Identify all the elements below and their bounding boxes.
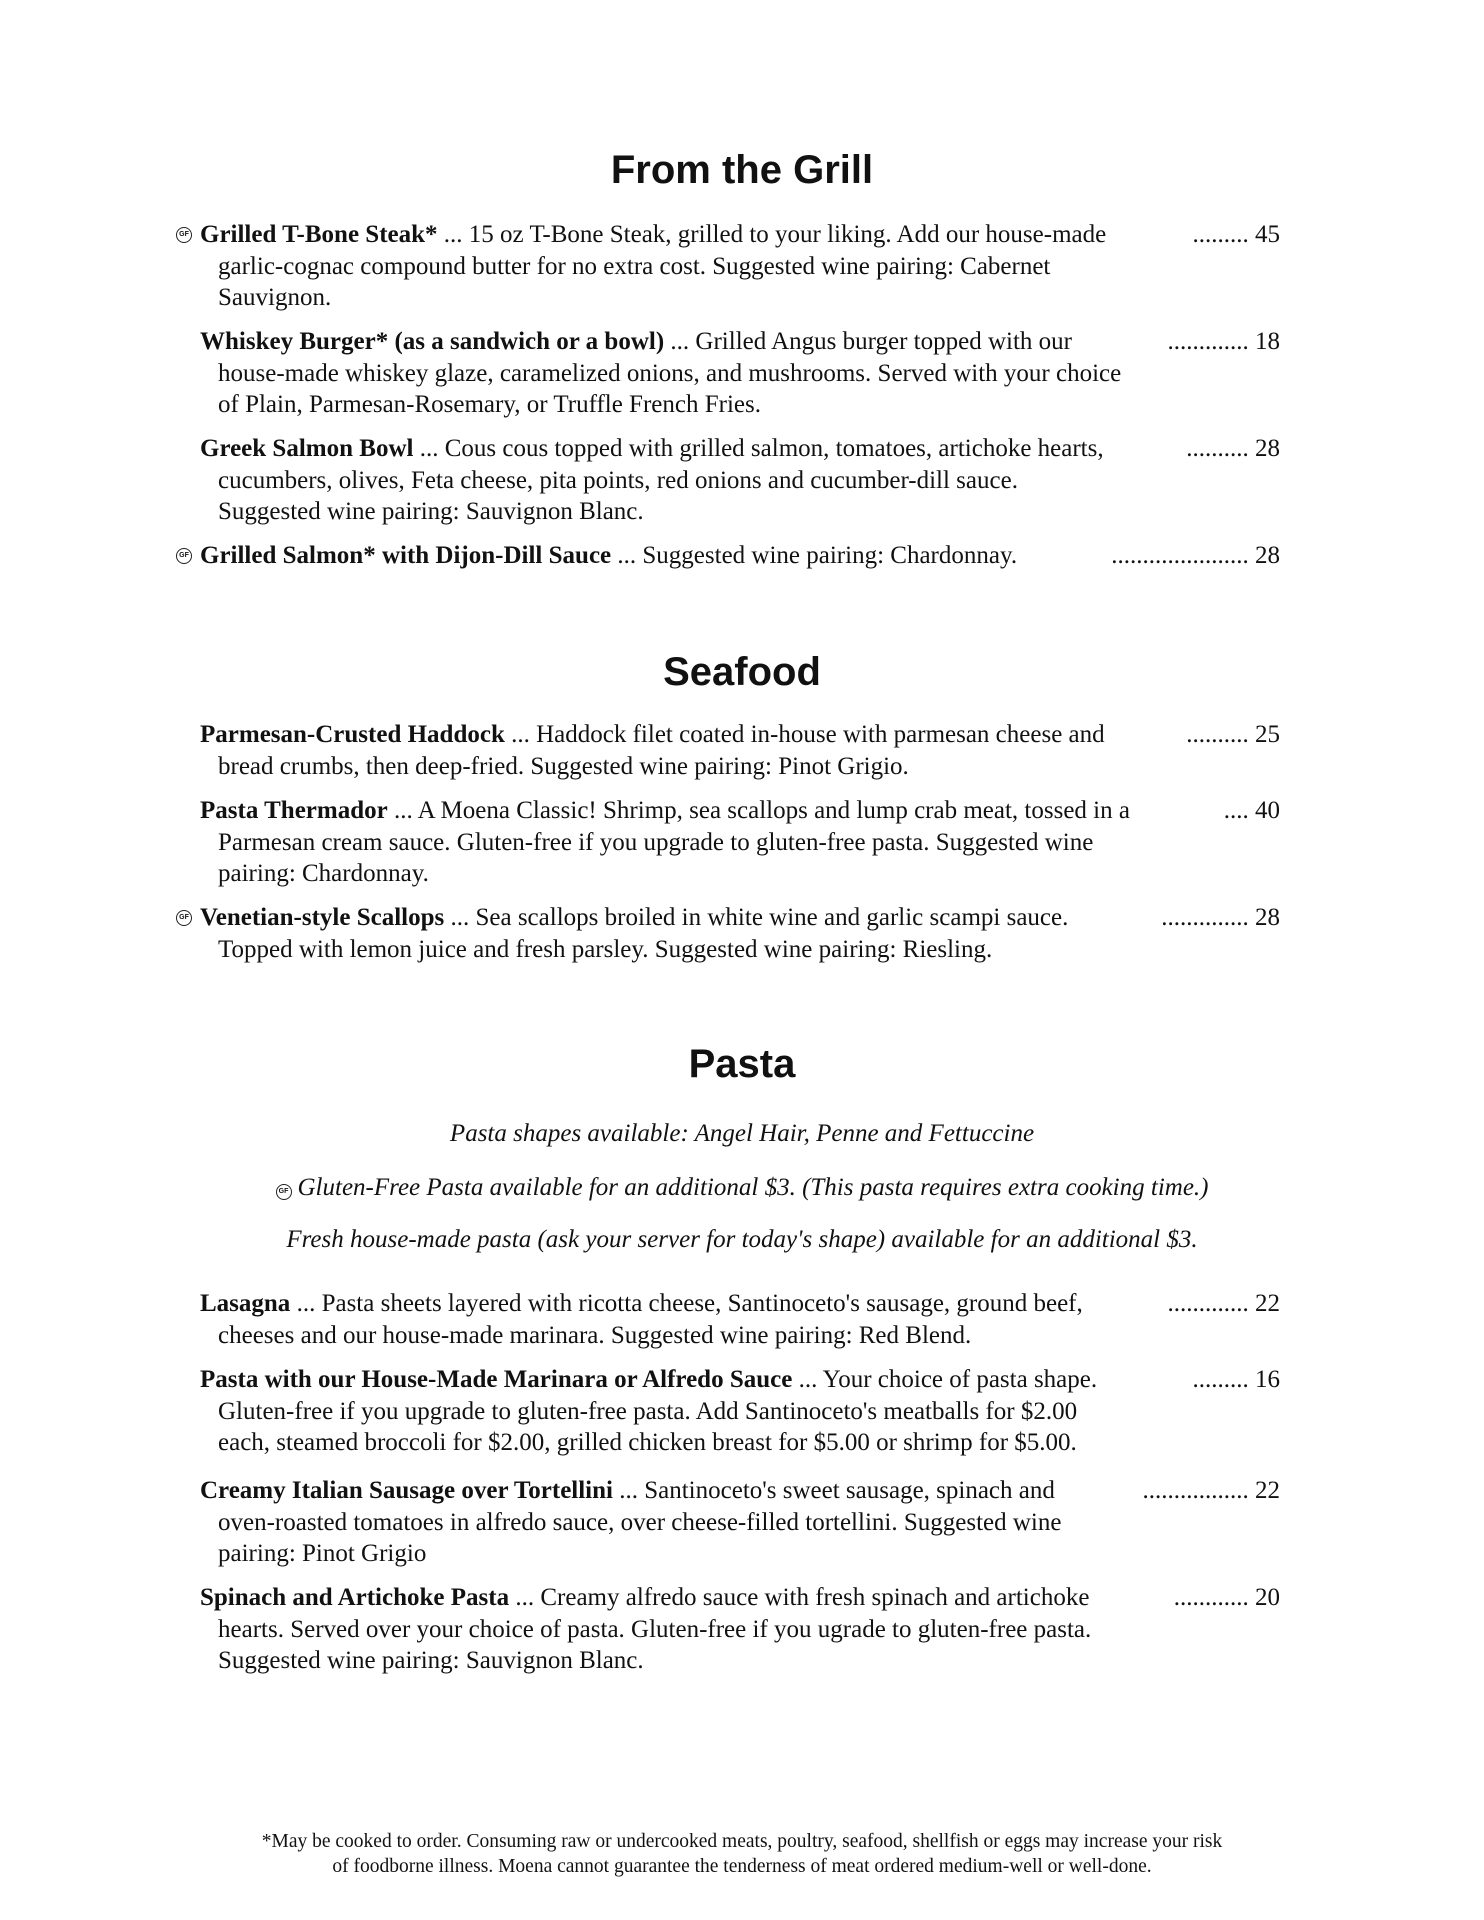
item-description-line: Suggested wine pairing: Sauvignon Blanc.	[218, 498, 644, 525]
item-price: 18	[1255, 328, 1280, 355]
item-description-line: Parmesan cream sauce. Gluten-free if you upgrade to gluten-free pasta. Suggested wine	[218, 828, 1094, 856]
item-name: Pasta with our House-Made Marinara or Alfredo Sauce	[200, 1366, 793, 1393]
item-description-line: garlic-cognac compound butter for no extra cost. Suggested wine pairing: Cabernet	[218, 252, 1051, 280]
item-name: Venetian-style Scallops	[200, 904, 445, 931]
item-description: ... Santinoceto's sweet sausage, spinach and	[612, 1477, 1055, 1504]
gluten-free-icon: GF	[176, 227, 192, 243]
item-description-line: oven-roasted tomatoes in alfredo sauce, over cheese-filled tortellini. Suggested wine	[218, 1508, 1062, 1536]
item-leader-dots: ..............	[1161, 904, 1249, 931]
item-leader-dots: ....	[1223, 797, 1249, 824]
item-leader-dots: ......................	[1111, 542, 1249, 569]
item-price: 40	[1255, 797, 1280, 824]
gluten-free-icon: GF	[176, 548, 192, 564]
item-leader-dots: .........	[1192, 221, 1249, 248]
menu-item-whiskey-burger	[200, 326, 1280, 421]
item-description-line: each, steamed broccoli for $2.00, grilled chicken breast for $5.00 or shrimp for $5.00.	[218, 1429, 1077, 1456]
item-description: ... 15 oz T-Bone Steak, grilled to your liking. Add our house-made	[437, 221, 1107, 248]
item-leader-dots: ............	[1173, 1584, 1249, 1611]
item-description: ... Creamy alfredo sauce with fresh spinach and artichoke	[509, 1584, 1090, 1611]
item-description: ... Sea scallops broiled in white wine and garlic scampi sauce.	[444, 904, 1069, 931]
disclaimer-line-1: *May be cooked to order. Consuming raw or undercooked meats, poultry, seafood, shellfish or eggs may increase your risk	[261, 1831, 1223, 1852]
item-price: 28	[1255, 435, 1280, 462]
menu-item-t-bone-steak	[179, 219, 1280, 314]
menu-item-pasta-thermador	[200, 795, 1280, 890]
menu-item-lasagna	[200, 1288, 1280, 1351]
item-name: Greek Salmon Bowl	[200, 435, 414, 462]
item-leader-dots: .................	[1142, 1477, 1249, 1504]
item-name: Lasagna	[200, 1290, 291, 1317]
item-price: 45	[1255, 221, 1280, 248]
item-leader-dots: .............	[1167, 328, 1249, 355]
item-name: Spinach and Artichoke Pasta	[200, 1584, 510, 1611]
section-title-grill: From the Grill	[610, 148, 874, 192]
gluten-free-icon: GF	[176, 910, 192, 926]
item-description-line: hearts. Served over your choice of pasta. Gluten-free if you ugrade to gluten-free pasta.	[218, 1615, 1092, 1643]
item-description-line: bread crumbs, then deep-fried. Suggested wine pairing: Pinot Grigio.	[218, 752, 909, 780]
menu-item-grilled-salmon	[179, 540, 1280, 572]
item-description-line: of Plain, Parmesan-Rosemary, or Truffle French Fries.	[218, 391, 761, 418]
item-name: Parmesan-Crusted Haddock	[200, 721, 505, 748]
item-name: Grilled Salmon* with Dijon-Dill Sauce	[200, 542, 612, 569]
item-leader-dots: ..........	[1186, 435, 1249, 462]
gluten-free-note-text: Gluten-Free Pasta available for an additional $3. (This pasta requires extra cooking time.)	[297, 1174, 1209, 1201]
item-description: ... A Moena Classic! Shrimp, sea scallops and lump crab meat, tossed in a	[387, 797, 1130, 824]
item-description-line: Gluten-free if you upgrade to gluten-free pasta. Add Santinoceto's meatballs for $2.00	[218, 1397, 1078, 1425]
item-description-line: house-made whiskey glaze, caramelized onions, and mushrooms. Served with your choice	[218, 359, 1122, 387]
fresh-pasta-note: Fresh house-made pasta (ask your server for today's shape) available for an additional $3.	[286, 1226, 1198, 1253]
item-name: Creamy Italian Sausage over Tortellini	[200, 1477, 613, 1504]
item-price: 20	[1255, 1584, 1280, 1611]
item-leader-dots: .............	[1167, 1290, 1249, 1317]
menu-item-spinach-artichoke	[200, 1582, 1280, 1677]
item-price: 16	[1255, 1366, 1280, 1393]
item-leader-dots: ..........	[1186, 721, 1249, 748]
item-description: ... Cous cous topped with grilled salmon, tomatoes, artichoke hearts,	[413, 435, 1104, 462]
item-leader-dots: .........	[1192, 1366, 1249, 1393]
menu-item-parmesan-haddock	[200, 719, 1280, 782]
disclaimer-line-2: of foodborne illness. Moena cannot guarantee the tenderness of meat ordered medium-well or well-done.	[332, 1856, 1152, 1877]
item-description: ... Your choice of pasta shape.	[792, 1366, 1098, 1393]
item-description-line: cheeses and our house-made marinara. Suggested wine pairing: Red Blend.	[218, 1321, 972, 1349]
item-description-line: pairing: Pinot Grigio	[218, 1540, 427, 1567]
item-description: ... Suggested wine pairing: Chardonnay.	[611, 542, 1018, 569]
item-description-line: pairing: Chardonnay.	[218, 860, 429, 887]
item-description-line: Sauvignon.	[218, 284, 332, 311]
gluten-free-icon: GF	[276, 1184, 292, 1200]
item-name: Grilled T-Bone Steak*	[200, 221, 438, 248]
item-description-line: cucumbers, olives, Feta cheese, pita points, red onions and cucumber-dill sauce.	[218, 466, 1018, 494]
item-price: 22	[1255, 1477, 1280, 1504]
section-title-seafood: Seafood	[663, 650, 821, 694]
menu-item-marinara-alfredo	[200, 1364, 1280, 1459]
item-price: 22	[1255, 1290, 1280, 1317]
item-price: 28	[1255, 542, 1280, 569]
item-description-line: Topped with lemon juice and fresh parsley. Suggested wine pairing: Riesling.	[218, 935, 993, 963]
food-safety-disclaimer	[0, 1829, 1484, 1879]
section-title-pasta: Pasta	[688, 1042, 796, 1086]
item-description: ... Haddock filet coated in-house with parmesan cheese and	[504, 721, 1105, 748]
item-description: ... Pasta sheets layered with ricotta cheese, Santinoceto's sausage, ground beef,	[290, 1290, 1083, 1317]
item-description-line: Suggested wine pairing: Sauvignon Blanc.	[218, 1647, 644, 1674]
item-price: 28	[1255, 904, 1280, 931]
item-name: Whiskey Burger* (as a sandwich or a bowl)	[200, 328, 665, 355]
menu-item-sausage-tortellini	[200, 1475, 1280, 1570]
item-price: 25	[1255, 721, 1280, 748]
menu-item-venetian-scallops	[179, 902, 1280, 965]
item-name: Pasta Thermador	[200, 797, 388, 824]
pasta-shapes-note: Pasta shapes available: Angel Hair, Penne and Fettuccine	[449, 1120, 1035, 1147]
gluten-free-pasta-note	[0, 1172, 1484, 1203]
menu-item-greek-salmon-bowl	[200, 433, 1280, 528]
item-description: ... Grilled Angus burger topped with our	[664, 328, 1072, 355]
